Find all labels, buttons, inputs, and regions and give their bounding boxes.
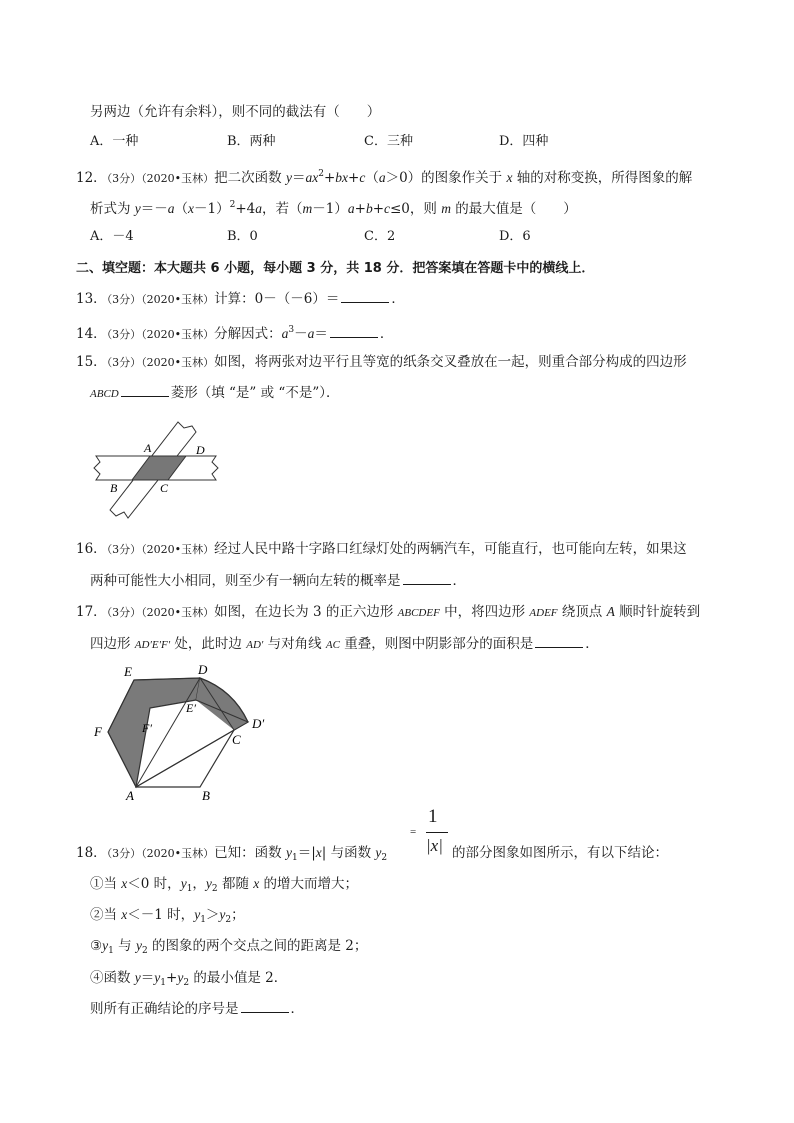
q11-option-a: A．一种 <box>90 134 139 149</box>
q17-line1: 17．（3分）（2020•玉林）如图，在边长为 3 的正六边形 ABCDEF 中，将四边形 ADEF 绕顶点 A 顺时针旋转到 <box>76 604 701 620</box>
fig15-label-b: B <box>110 481 118 495</box>
fig17-label-f: F <box>94 724 102 739</box>
q18-conclusion-4: ④函数 $y=y_1+y_2$ 的最小值是 2． <box>90 970 288 988</box>
q16-line1: 16．（3分）（2020•玉林）经过人民中路十字路口红绿灯处的两辆汽车，可能直行，也可能向左转，如果这 <box>76 541 687 557</box>
q14-answer-blank[interactable] <box>330 325 378 338</box>
q16-answer-blank[interactable] <box>403 572 451 585</box>
q12-option-b: B．0 <box>227 229 258 244</box>
q17-answer-blank[interactable] <box>535 635 583 648</box>
q11-option-b: B．两种 <box>227 134 276 149</box>
q18-answer-blank[interactable] <box>241 1000 289 1013</box>
fig17-label-d1: D′ <box>252 716 265 731</box>
q15-figure <box>88 418 228 528</box>
fig17-label-e: E <box>124 664 132 679</box>
q12-option-a: A．－4 <box>90 229 134 244</box>
q12-line2: 析式为 $y=-a(x-1)^2+4a$，若（m－1）a+b+c≤0，则 m 的最大值是（ ） <box>90 200 577 217</box>
section-heading-fill-blank: 二、填空题：本大题共 6 小题，每小题 3 分，共 18 分．把答案填在答题卡中的横线上． <box>76 261 595 276</box>
q13: 13．（3分）（2020•玉林）计算：0－（－6）＝ ． <box>76 291 405 307</box>
q18-conclusion-1: ①当 x＜0 时，$y_1$，$y_2$ 都随 x 的增大而增大； <box>90 876 359 894</box>
fig17-label-b: B <box>202 788 210 803</box>
q11-option-d: D．四种 <box>499 134 549 149</box>
fig15-label-a: A <box>144 441 152 455</box>
q17-line2: 四边形 AD′E′F′ 处，此时边 AD′ 与对角线 AC 重叠，则图中阴影部分的面积是 ． <box>90 636 599 652</box>
q14: 14．（3分）（2020•玉林）分解因式：$a^3-a=$ ． <box>76 325 394 342</box>
q18-line1: 18．（3分）（2020•玉林）已知：函数 $y_1=|x|$ 与函数 $y_2$ <box>76 845 388 863</box>
q15-line2: ABCD 菱形（填 “是” 或 “不是”）． <box>90 385 340 401</box>
fig17-label-c: C <box>232 732 241 747</box>
q16-line2: 两种可能性大小相同，则至少有一辆向左转的概率是 ． <box>90 573 466 589</box>
fig17-label-e1: E′ <box>186 701 196 715</box>
q15-line1: 15．（3分）（2020•玉林）如图，将两张对边平行且等宽的纸条交叉叠放在一起，则重合部分构成的四边形 <box>76 354 687 370</box>
q12-option-d: D．6 <box>499 229 531 244</box>
q13-answer-blank[interactable] <box>341 290 389 303</box>
fig17-label-f1: F′ <box>142 721 152 735</box>
q15-answer-blank[interactable] <box>121 384 169 397</box>
q17-figure <box>88 660 278 805</box>
fig15-label-d: D <box>196 443 205 457</box>
fig17-label-a: A <box>126 788 134 803</box>
fig15-label-c: C <box>160 481 169 495</box>
q12-line1: 12．（3分）（2020•玉林）把二次函数 $y=ax^2+bx+c(a>0)$的图象作关于 x 轴的对称变换，所得图象的解 <box>76 169 693 186</box>
fig17-label-d: D <box>198 662 208 677</box>
q11-option-c: C．三种 <box>364 134 413 149</box>
q18-conclusion-3: $③y_1$ 与 $y_2$ 的图象的两个交点之间的距离是 2； <box>90 938 368 956</box>
q18-conclusion-2: ②当 x＜－1 时，$y_1>y_2$； <box>90 907 245 925</box>
q18-last-line: 则所有正确结论的序号是 ． <box>90 1001 304 1017</box>
q11-continuation: 另两边（允许有余料），则不同的截法有（ ） <box>90 104 381 120</box>
q12-option-c: C．2 <box>364 229 396 244</box>
q18-line1-end: 的部分图象如图所示，有以下结论： <box>452 845 668 861</box>
